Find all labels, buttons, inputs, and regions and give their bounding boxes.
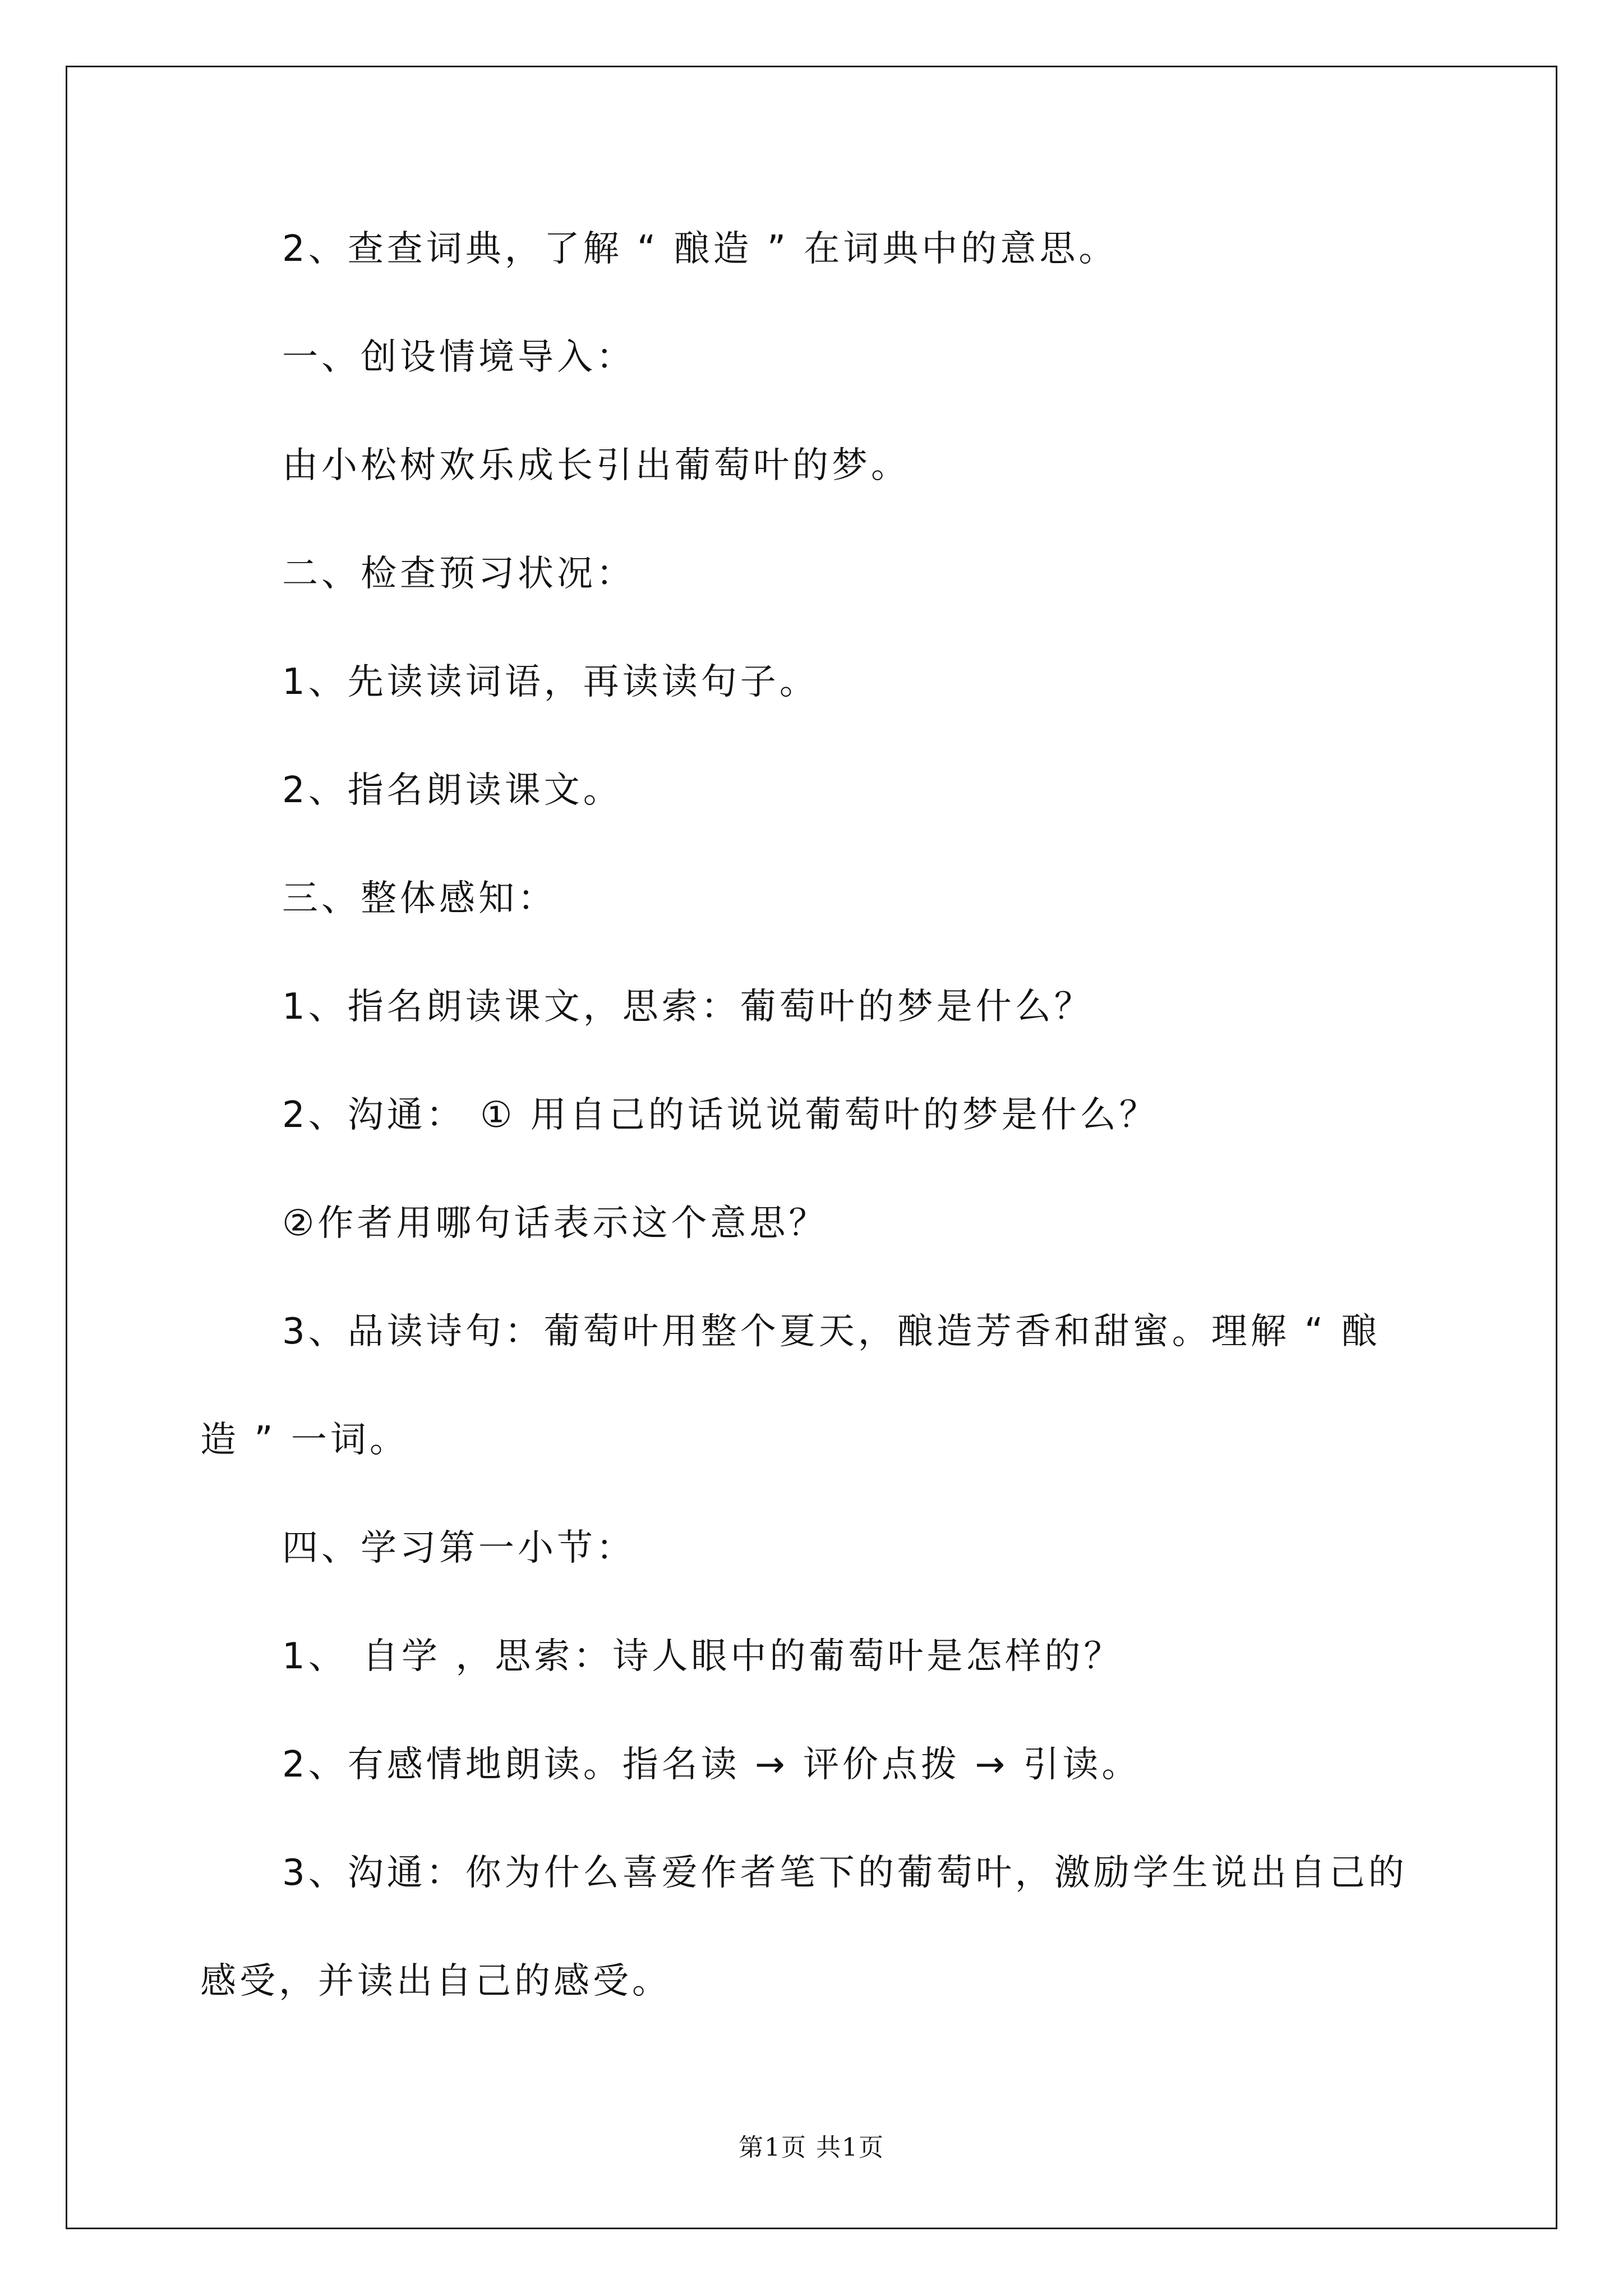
- page-number-footer: 第1页 共1页: [739, 2133, 884, 2162]
- paragraph-continuation: 感受，并读出自己的感受。: [200, 1961, 671, 2002]
- section-heading: 一、创设情境导入：: [282, 337, 635, 378]
- paragraph: 1、 自学 ，思索：诗人眼中的葡萄叶是怎样的？: [282, 1636, 1123, 1677]
- paragraph: 1、指名朗读课文，思索：葡萄叶的梦是什么？: [282, 986, 1094, 1028]
- paragraph: 2、沟通： ① 用自己的话说说葡萄叶的梦是什么？: [282, 1094, 1159, 1136]
- section-heading: 二、检查预习状况：: [282, 553, 635, 595]
- paragraph: 2、指名朗读课文。: [282, 770, 623, 811]
- page-border: [66, 66, 1557, 2229]
- paragraph: ②作者用哪句话表示这个意思？: [282, 1203, 828, 1244]
- paragraph: 由小松树欢乐成长引出葡萄叶的梦。: [282, 445, 910, 486]
- section-heading: 三、整体感知：: [282, 878, 557, 919]
- paragraph: 1、先读读词语，再读读句子。: [282, 661, 819, 703]
- paragraph: 2、查查词典，了解 “ 酿造 ” 在词典中的意思。: [282, 228, 1118, 270]
- section-heading: 四、学习第一小节：: [282, 1527, 635, 1569]
- paragraph: 3、沟通：你为什么喜爱作者笔下的葡萄叶，激励学生说出自己的: [282, 1852, 1408, 1894]
- paragraph: 3、品读诗句：葡萄叶用整个夏天，酿造芳香和甜蜜。理解 “ 酿: [282, 1311, 1381, 1352]
- paragraph: 2、有感情地朗读。指名读 → 评价点拨 → 引读。: [282, 1744, 1141, 1786]
- paragraph-continuation: 造 ” 一词。: [200, 1419, 409, 1461]
